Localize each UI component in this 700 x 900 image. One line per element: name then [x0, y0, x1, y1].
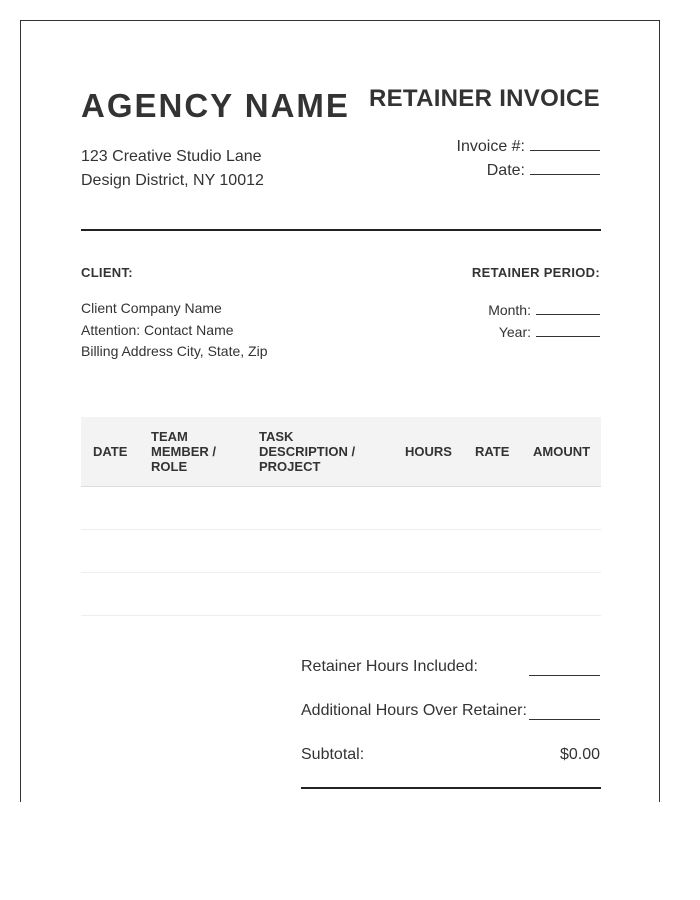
column-header-hours: HOURS	[405, 444, 452, 459]
column-header-task-line-3: PROJECT	[259, 459, 321, 474]
invoice-date-field[interactable]	[487, 160, 600, 180]
invoice-number-label: Invoice #:	[456, 138, 525, 155]
column-header-rate: RATE	[475, 444, 510, 459]
period-year-blank[interactable]	[536, 322, 600, 337]
invoice-number-field[interactable]	[457, 136, 600, 156]
column-header-team-line-1: TEAM	[151, 429, 188, 444]
retainer-hours-label: Retainer Hours Included:	[301, 658, 478, 675]
retainer-period-label: RETAINER PERIOD:	[471, 265, 600, 280]
address-line-1: 123 Creative Studio Lane	[81, 148, 262, 165]
period-month-field[interactable]	[488, 300, 600, 318]
period-month-blank[interactable]	[536, 300, 600, 315]
line-items-table	[81, 417, 601, 616]
column-header-team-line-2: MEMBER /	[151, 444, 216, 459]
subtotal-value: $0.00	[559, 746, 600, 763]
column-header-team-line-3: ROLE	[151, 459, 188, 474]
agency-name: AGENCY NAME	[81, 87, 350, 124]
invoice-date-blank[interactable]	[530, 160, 600, 175]
period-month-label: Month:	[488, 302, 531, 318]
address-line-2: Design District, NY 10012	[81, 172, 264, 189]
document-title: RETAINER INVOICE	[368, 85, 600, 112]
table-row[interactable]	[81, 487, 601, 530]
table-row[interactable]	[81, 573, 601, 616]
column-header-team-member	[151, 429, 216, 474]
client-label: CLIENT:	[81, 265, 133, 280]
column-header-task-line-2: DESCRIPTION /	[259, 444, 356, 459]
table-row[interactable]	[81, 530, 601, 573]
column-header-date: DATE	[93, 444, 128, 459]
summary-divider	[301, 787, 601, 789]
column-header-task-line-1: TASK	[259, 429, 294, 444]
column-header-amount: AMOUNT	[533, 444, 591, 459]
retainer-hours-blank[interactable]	[529, 675, 600, 676]
header-divider	[81, 229, 601, 231]
invoice-number-blank[interactable]	[530, 136, 600, 151]
invoice-date-label: Date:	[486, 162, 525, 179]
column-header-task	[259, 429, 355, 474]
additional-hours-blank[interactable]	[529, 719, 600, 720]
client-address: Billing Address City, State, Zip	[81, 343, 268, 359]
subtotal-label: Subtotal:	[301, 746, 365, 763]
client-company: Client Company Name	[81, 300, 222, 316]
client-attention: Attention: Contact Name	[81, 322, 234, 338]
period-year-label: Year:	[498, 324, 531, 340]
invoice-page	[20, 20, 660, 802]
period-year-field[interactable]	[499, 322, 600, 340]
table-header	[81, 417, 601, 487]
additional-hours-label: Additional Hours Over Retainer:	[301, 702, 527, 719]
